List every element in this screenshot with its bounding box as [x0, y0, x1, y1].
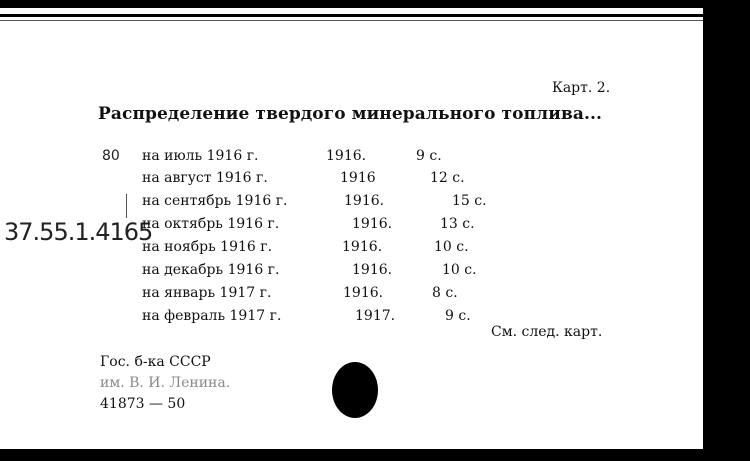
scan-border-right — [703, 8, 750, 449]
holding-period: на январь 1917 г. — [142, 285, 272, 301]
handwritten-tick — [126, 194, 127, 218]
holding-year: 1916 — [340, 170, 376, 186]
imprint-line-1: Гос. б-ка СССР — [100, 354, 211, 370]
holding-period: на август 1916 г. — [142, 170, 268, 186]
holding-period: на февраль 1917 г. — [142, 308, 282, 324]
holding-year: 1916. — [326, 148, 367, 164]
catalog-card — [0, 8, 703, 449]
holding-pages: 9 с. — [416, 148, 442, 164]
holding-pages: 10 с. — [434, 239, 469, 255]
imprint-line-2: им. В. И. Ленина. — [100, 375, 231, 391]
handwritten-mark: 80 — [102, 148, 120, 164]
see-next-card: См. след. карт. — [491, 324, 603, 340]
holding-period: на ноябрь 1916 г. — [142, 239, 273, 255]
holding-year: 1916. — [342, 239, 383, 255]
holding-pages: 9 с. — [445, 308, 471, 324]
holding-pages: 10 с. — [442, 262, 477, 278]
holding-year: 1916. — [344, 193, 385, 209]
top-rule — [0, 14, 703, 17]
holding-period: на сентябрь 1916 г. — [142, 193, 288, 209]
ink-blot — [332, 362, 378, 418]
holding-year: 1916. — [352, 216, 393, 232]
library-imprint — [100, 352, 230, 415]
holding-period: на июль 1916 г. — [142, 148, 259, 164]
holding-period: на октябрь 1916 г. — [142, 216, 280, 232]
holding-pages: 13 с. — [440, 216, 475, 232]
holding-pages: 12 с. — [430, 170, 465, 186]
holding-period: на декабрь 1916 г. — [142, 262, 280, 278]
holding-pages: 15 с. — [452, 193, 487, 209]
handwritten-call-number: 37.55.1.4165 — [4, 218, 153, 246]
holding-year: 1916. — [352, 262, 393, 278]
holding-pages: 8 с. — [432, 285, 458, 301]
holding-year: 1917. — [355, 308, 396, 324]
holding-year: 1916. — [343, 285, 384, 301]
card-title — [98, 104, 602, 124]
scan-border-bottom — [0, 449, 750, 461]
card-title-text: Распределение твердого минерального топлива... — [98, 104, 603, 124]
top-rule-thin — [0, 20, 703, 21]
card-number: Карт. 2. — [552, 80, 611, 96]
imprint-line-3: 41873 — 50 — [100, 396, 186, 412]
